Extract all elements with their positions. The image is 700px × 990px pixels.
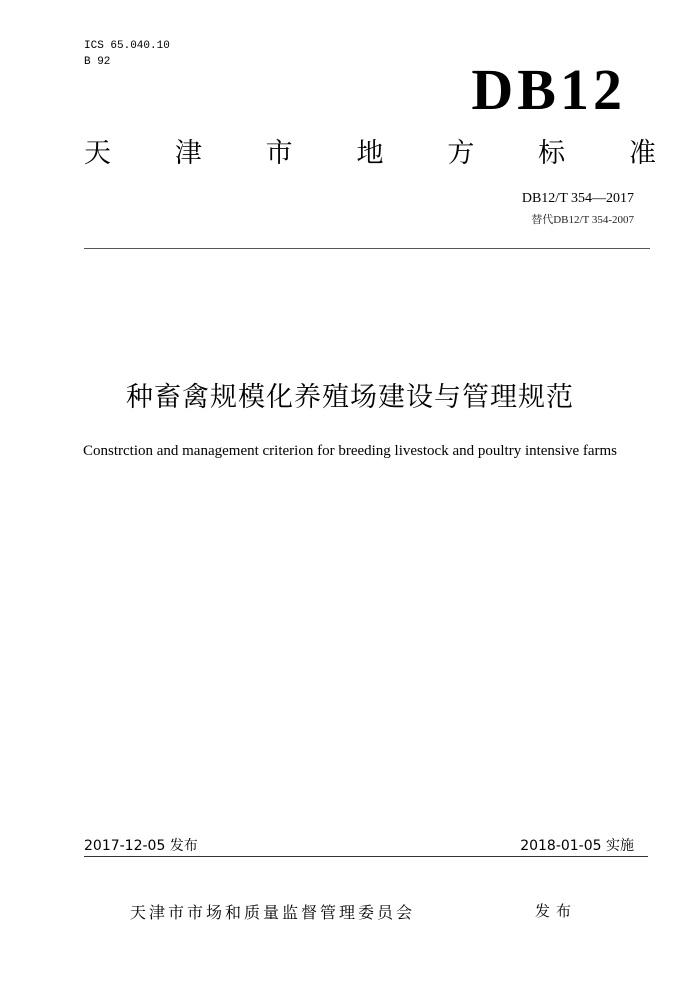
replaces-note: 替代DB12/T 354-2007 [531,214,634,226]
standard-type [84,136,656,172]
standard-type-char: 天 [84,138,111,169]
title-chinese: 种畜禽规模化养殖场建设与管理规范 [126,382,574,413]
implementation-date: 2018-01-05 实施 [520,838,634,854]
standard-type-char: 标 [538,138,566,169]
standard-type-char: 市 [265,138,293,169]
standard-type-char: 津 [174,138,202,169]
ccs-code: B 92 [84,56,111,68]
header-divider [84,248,650,249]
footer-divider [84,856,648,857]
standard-type-char: 方 [447,138,475,169]
standard-type-char: 地 [356,138,384,169]
issue-date: 2017-12-05 发布 [84,838,198,854]
issuer-name: 天津市市场和质量监督管理委员会 [130,903,416,922]
title-english: Constrction and management criterion for breeding livestock and poultry intensive farms [82,443,618,459]
standard-type-char: 准 [628,138,656,169]
standard-number: DB12/T 354—2017 [521,191,634,206]
db-mark: DB12 [471,57,626,122]
ics-code: ICS 65.040.10 [84,40,170,52]
publish-label: 发布 [535,902,578,920]
